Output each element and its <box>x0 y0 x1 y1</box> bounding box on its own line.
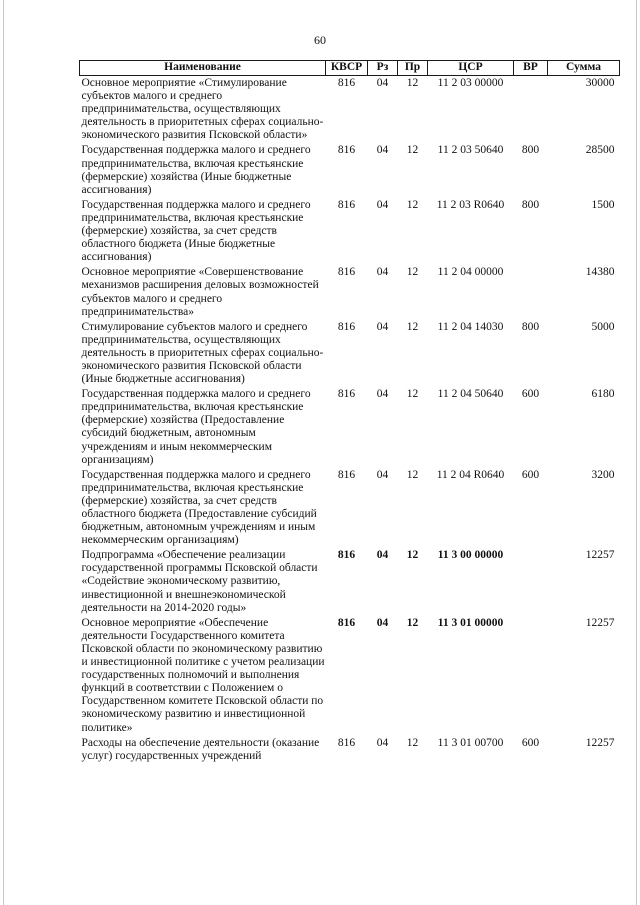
row-vr <box>514 264 548 318</box>
row-kvsr: 816 <box>337 549 356 562</box>
header-rz: Рз <box>368 61 398 76</box>
row-pr: 12 <box>406 549 419 562</box>
table-row <box>80 264 620 318</box>
budget-table <box>79 60 620 763</box>
row-pr: 12 <box>406 388 419 401</box>
row-pr: 12 <box>406 77 419 89</box>
header-pr: Пр <box>398 61 428 76</box>
scan-edge-right <box>636 0 637 905</box>
row-sum: 14380 <box>585 266 615 279</box>
row-vr: 600 <box>521 388 540 401</box>
header-vr: ВР <box>514 61 548 76</box>
row-csr: 11 3 01 00000 <box>437 616 504 629</box>
row-csr: 11 2 04 R0640 <box>436 468 505 481</box>
row-vr: 800 <box>521 320 540 333</box>
row-vr <box>514 76 548 143</box>
row-kvsr: 816 <box>337 388 356 401</box>
row-rz: 04 <box>376 549 389 562</box>
row-name: Основное мероприятие «Совершенствование механизмов расширения деловых возможностей субъектов малого и среднего предпринимательства» <box>81 266 319 318</box>
row-kvsr: 816 <box>337 144 356 157</box>
row-vr: 800 <box>521 198 540 211</box>
row-kvsr: 816 <box>337 320 356 333</box>
header-name: Наименование <box>80 61 326 76</box>
row-sum: 5000 <box>591 320 615 333</box>
table-row <box>80 319 620 386</box>
row-name: Основное мероприятие «Обеспечение деятельности Государственного комитета Псковской области по экономическому развитию и инвестиционной политике с учетом реализации государственных полномочий и выполнения функций в соответствии с Положением о Государственном комитете Псковской области по экономическому развитию и инвестиционной политике» <box>81 616 325 734</box>
row-rz: 04 <box>376 388 389 401</box>
row-name: Государственная поддержка малого и среднего предпринимательства, включая крестьянские (фермерские) хозяйства, за счет средств областного бюджета (Иные бюджетные ассигнования) <box>81 198 311 264</box>
row-sum: 12257 <box>585 736 615 749</box>
row-sum: 12257 <box>585 616 615 629</box>
row-sum: 28500 <box>585 144 615 157</box>
row-sum: 12257 <box>585 549 615 562</box>
table-row <box>80 76 620 143</box>
row-vr <box>514 547 548 614</box>
row-pr: 12 <box>406 468 419 481</box>
row-csr: 11 2 04 14030 <box>437 320 504 333</box>
row-csr: 11 2 03 R0640 <box>436 198 505 211</box>
header-csr: ЦСР <box>428 61 514 76</box>
row-kvsr: 816 <box>337 198 356 211</box>
table-header <box>80 61 620 76</box>
page-number: 60 <box>314 33 326 47</box>
row-sum: 30000 <box>585 77 615 89</box>
row-name: Государственная поддержка малого и среднего предпринимательства, включая крестьянские (фермерские) хозяйства (Предоставление субсидий бюджетным, автономным учреждениям и иным некоммерческим организациям) <box>81 388 311 466</box>
table-row <box>80 735 620 763</box>
row-csr: 11 2 03 00000 <box>437 77 504 89</box>
row-pr: 12 <box>406 616 419 629</box>
row-vr: 600 <box>521 736 540 749</box>
row-rz: 04 <box>376 320 389 333</box>
row-kvsr: 816 <box>337 266 356 279</box>
row-csr: 11 3 01 00700 <box>437 736 504 749</box>
table-row <box>80 197 620 264</box>
row-csr: 11 2 04 50640 <box>437 388 504 401</box>
row-sum: 3200 <box>591 468 615 481</box>
table-row <box>80 467 620 548</box>
row-kvsr: 816 <box>337 736 356 749</box>
row-csr: 11 2 03 50640 <box>437 144 504 157</box>
row-name: Расходы на обеспечение деятельности (оказание услуг) государственных учреждений <box>81 736 320 762</box>
table-row <box>80 142 620 196</box>
header-row <box>80 61 620 76</box>
row-pr: 12 <box>406 144 419 157</box>
row-csr: 11 3 00 00000 <box>437 549 504 562</box>
row-rz: 04 <box>376 144 389 157</box>
row-rz: 04 <box>376 468 389 481</box>
header-sum: Сумма <box>548 61 620 76</box>
row-vr: 600 <box>521 468 540 481</box>
row-sum: 6180 <box>591 388 615 401</box>
row-csr: 11 2 04 00000 <box>437 266 504 279</box>
row-rz: 04 <box>376 736 389 749</box>
row-kvsr: 816 <box>337 77 356 89</box>
scan-edge-left <box>3 0 4 905</box>
row-name: Подпрограмма «Обеспечение реализации государственной программы Псковской области «Содействие экономическому развитию, инвестиционной и внешнеэкономической деятельности на 2014-2020 годы» <box>81 549 318 614</box>
table-row <box>80 615 620 735</box>
table-row <box>80 547 620 614</box>
row-pr: 12 <box>406 198 419 211</box>
row-vr <box>514 615 548 735</box>
table-row <box>80 386 620 467</box>
row-name: Государственная поддержка малого и среднего предпринимательства, включая крестьянские (фермерские) хозяйства, за счет средств областного бюджета (Предоставление субсидий бюджетным, автономным учреждениям и иным некоммерческим организациям) <box>81 468 317 547</box>
row-sum: 1500 <box>591 198 615 211</box>
table-body <box>80 76 620 763</box>
row-name: Стимулирование субъектов малого и среднего предпринимательства, осуществляющих деятельность в приоритетных сферах социально-экономического развития Псковской области (Иные бюджетные ассигнования) <box>81 320 324 386</box>
row-kvsr: 816 <box>337 468 356 481</box>
header-kvsr: КВСР <box>326 61 368 76</box>
row-rz: 04 <box>376 266 389 279</box>
row-vr: 800 <box>521 144 540 157</box>
row-kvsr: 816 <box>337 616 356 629</box>
row-pr: 12 <box>406 266 419 279</box>
row-name: Государственная поддержка малого и среднего предпринимательства, включая крестьянские (фермерские) хозяйства (Иные бюджетные ассигнования) <box>81 144 311 196</box>
row-pr: 12 <box>406 736 419 749</box>
row-pr: 12 <box>406 320 419 333</box>
row-rz: 04 <box>376 77 389 89</box>
row-rz: 04 <box>376 198 389 211</box>
row-name: Основное мероприятие «Стимулирование субъектов малого и среднего предпринимательства, осуществляющих деятельность в приоритетных сферах социально-экономического развития Псковской области» <box>81 77 324 142</box>
row-rz: 04 <box>376 616 389 629</box>
